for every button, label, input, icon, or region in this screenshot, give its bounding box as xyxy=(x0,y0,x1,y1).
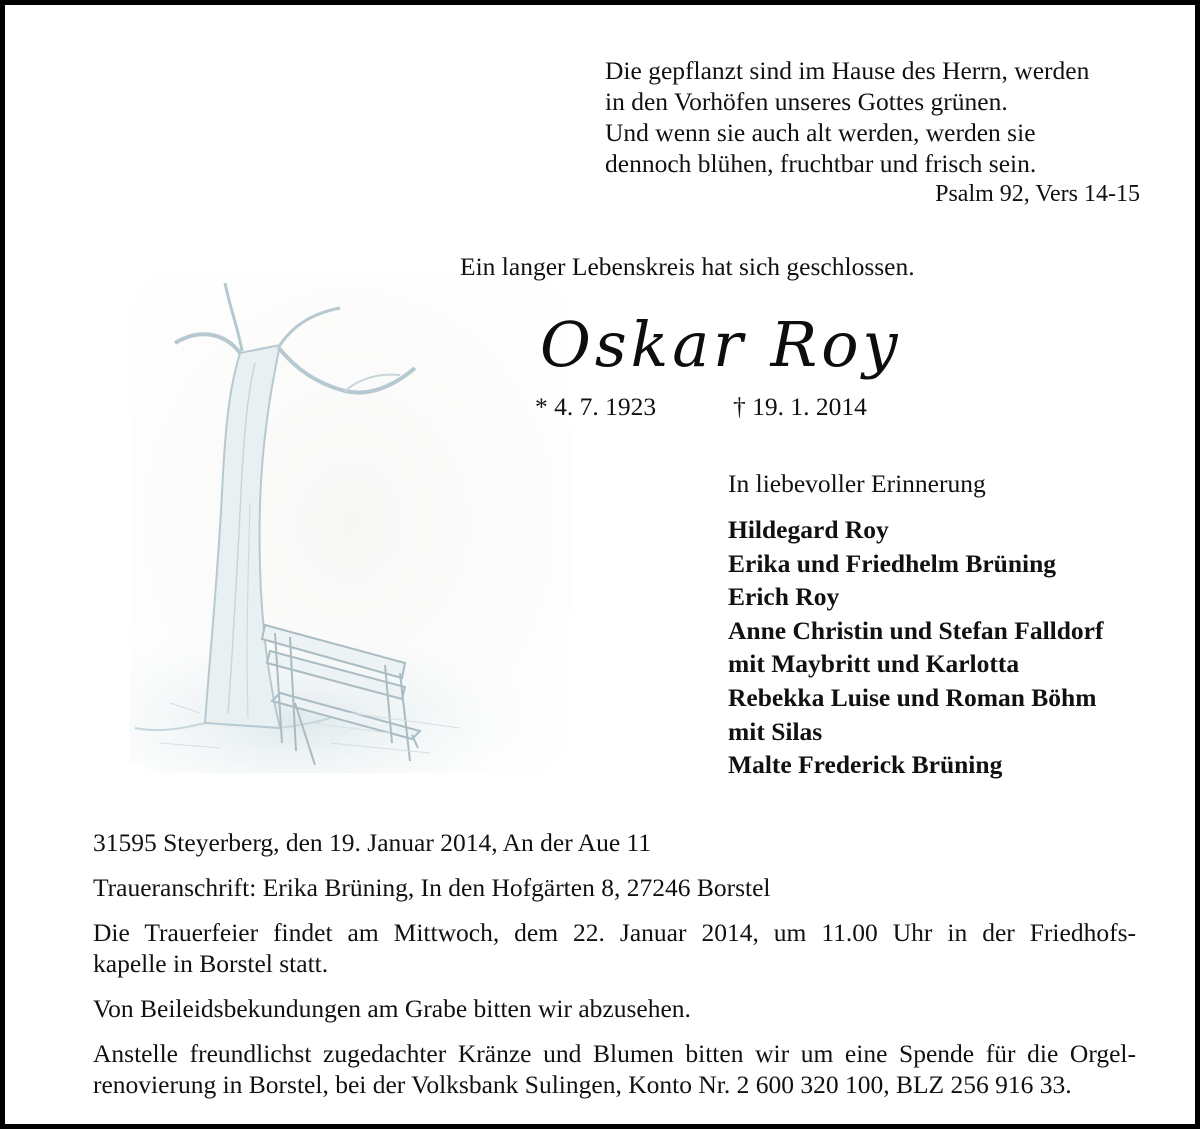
psalm-reference: Psalm 92, Vers 14-15 xyxy=(935,181,1140,207)
donation-line: Anstelle freundlichst zugedachter Kränze und Blumen bitten wir um eine Spende für die Orgel- xyxy=(93,1039,1136,1068)
family-member: Malte Frederick Brüning xyxy=(728,750,1003,780)
psalm-line: in den Vorhöfen unseres Gottes grünen. xyxy=(605,87,1008,116)
psalm-quote xyxy=(605,55,1140,209)
family-member: Erich Roy xyxy=(728,582,840,612)
donation-line: renovierung in Borstel, bei der Volksbank Sulingen, Konto Nr. 2 600 320 100, BLZ 256 916 33. xyxy=(93,1070,1072,1099)
family-member: Rebekka Luise und Roman Böhm xyxy=(728,682,1097,712)
intro-line: Ein langer Lebenskreis hat sich geschlossen. xyxy=(460,252,915,281)
tree-and-bench-sketch-icon xyxy=(130,273,570,773)
mourning-address: Traueranschrift: Erika Brüning, In den Hofgärten 8, 27246 Borstel xyxy=(93,873,771,902)
deceased-name: Oskar Roy xyxy=(540,308,902,381)
donation-notice xyxy=(93,1038,1136,1100)
psalm-line: Und wenn sie auch alt werden, werden sie xyxy=(605,118,1036,147)
family-member: Hildegard Roy xyxy=(728,515,889,544)
details-section xyxy=(93,827,1136,1114)
ceremony-line: Die Trauerfeier findet am Mittwoch, dem 22. Januar 2014, um 11.00 Uhr in der Friedhofs- xyxy=(93,918,1136,947)
condolence-notice: Von Beileidsbekundungen am Grabe bitten wir abzusehen. xyxy=(93,994,691,1023)
ceremony-notice xyxy=(93,917,1136,979)
life-dates xyxy=(535,391,955,422)
death-date: † 19. 1. 2014 xyxy=(733,392,867,421)
family-member: mit Maybritt und Karlotta xyxy=(728,649,1020,679)
family-member: Anne Christin und Stefan Falldorf xyxy=(728,615,1104,645)
psalm-line: dennoch blühen, fruchtbar und frisch sein. xyxy=(605,149,1037,178)
birth-date: * 4. 7. 1923 xyxy=(535,392,657,421)
memory-line: In liebevoller Erinnerung xyxy=(728,469,986,498)
place-date: 31595 Steyerberg, den 19. Januar 2014, An der Aue 11 xyxy=(93,828,652,857)
psalm-line: Die gepflanzt sind im Hause des Herrn, werden xyxy=(605,56,1090,85)
family-list xyxy=(728,513,1168,782)
ceremony-line: kapelle in Borstel statt. xyxy=(93,949,329,978)
family-member: Erika und Friedhelm Brüning xyxy=(728,548,1057,578)
family-member: mit Silas xyxy=(728,716,823,746)
